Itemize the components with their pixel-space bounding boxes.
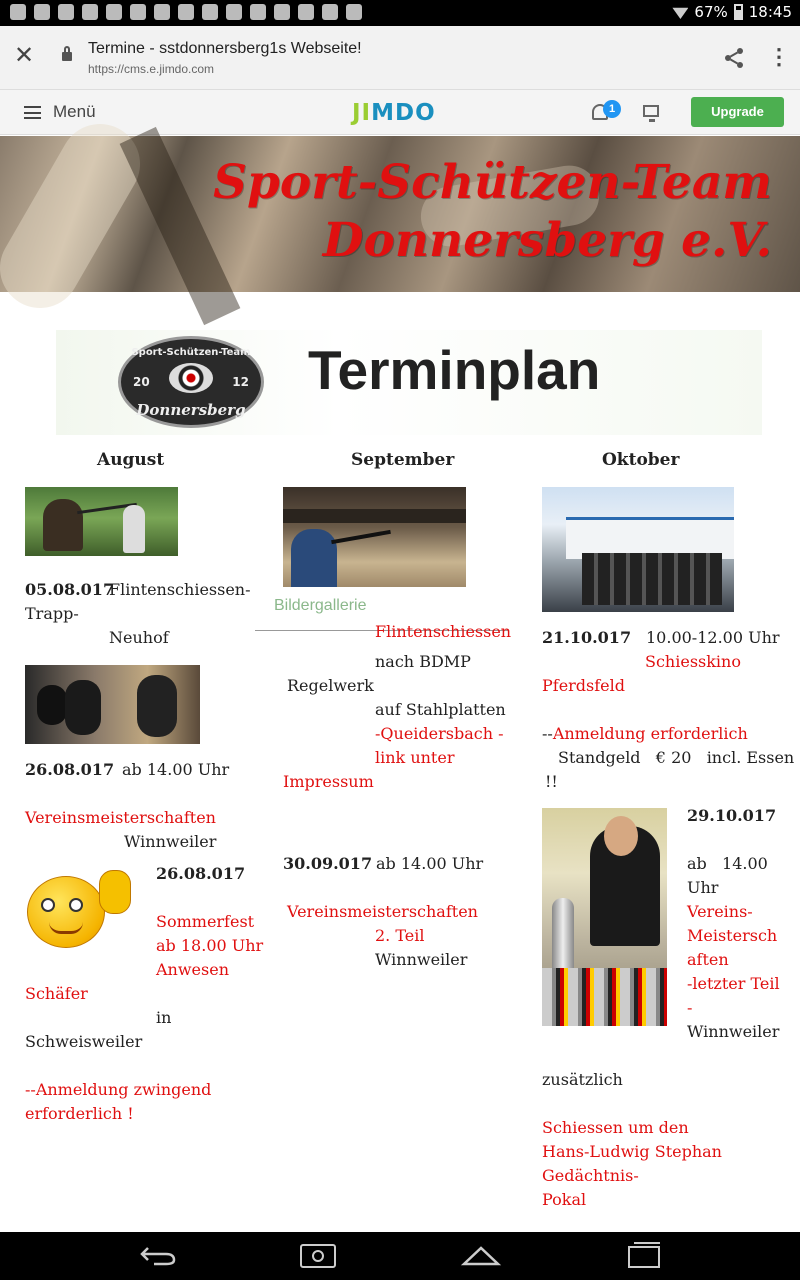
hamburger-menu-icon[interactable] bbox=[24, 106, 41, 119]
shooter-figure bbox=[291, 529, 337, 587]
sep-event1-title: Flintenschiessen bbox=[375, 622, 512, 641]
emblem-year-left: 20 bbox=[133, 375, 150, 389]
okt-event1-title: Schiesskino bbox=[645, 652, 741, 671]
person-figure bbox=[123, 505, 145, 553]
browser-toolbar bbox=[0, 26, 800, 90]
aug-event3-note1: --Anmeldung zwingend bbox=[25, 1080, 212, 1099]
smiley-eye bbox=[41, 898, 55, 912]
okt-event1-note-text: Anmeldung erforderlich bbox=[552, 724, 748, 743]
emblem-text-top: Sport-Schützen-Team bbox=[131, 347, 251, 358]
okt-event1-fee: Standgeld € 20 incl. Essen bbox=[558, 748, 795, 767]
person-figure bbox=[65, 680, 101, 735]
okt-event2-title3: aften bbox=[687, 950, 729, 969]
sep-event1-l5: link unter bbox=[375, 748, 455, 767]
aug-event2-time: ab 14.00 Uhr bbox=[122, 760, 230, 779]
bildergallerie-link[interactable]: Bildergallerie bbox=[274, 597, 367, 614]
battery-percent: 67% bbox=[694, 3, 728, 21]
close-icon[interactable]: ✕ bbox=[13, 42, 35, 69]
okt-event2-date: 29.10.017 bbox=[687, 806, 777, 825]
okt-extra-l2: Hans-Ludwig Stephan bbox=[542, 1142, 722, 1161]
upgrade-button[interactable]: Upgrade bbox=[691, 97, 784, 127]
share-icon[interactable] bbox=[722, 46, 746, 70]
sep-event2-part: 2. Teil bbox=[375, 926, 425, 945]
sep-event2-title: Vereinsmeisterschaften bbox=[287, 902, 478, 921]
aug-event3-date: 26.08.017 bbox=[156, 864, 246, 883]
messenger-icon bbox=[10, 4, 26, 20]
emblem-years bbox=[121, 375, 261, 389]
terminplan-header-image bbox=[56, 330, 762, 435]
sep-event2-time: ab 14.00 Uhr bbox=[376, 854, 484, 873]
sep-event2-date: 30.09.017 bbox=[283, 854, 373, 873]
site-title-line2: Donnersberg e.V. bbox=[322, 213, 772, 268]
aug-event3-place: Schweisweiler bbox=[25, 1032, 143, 1051]
sep-event1-l2: Regelwerk bbox=[287, 676, 374, 695]
trophy-icon bbox=[552, 898, 574, 978]
okt-event1-time: 10.00-12.00 Uhr bbox=[646, 628, 780, 647]
aug-event2-title: Vereinsmeisterschaften bbox=[25, 808, 216, 827]
okt-extra-l4: Pokal bbox=[542, 1190, 587, 1209]
person-figure bbox=[137, 675, 177, 737]
wrench-icon bbox=[106, 4, 122, 20]
okt-event1-place: Pferdsfeld bbox=[542, 676, 626, 695]
schedule-content bbox=[0, 440, 800, 1230]
okt-event1-date: 21.10.017 bbox=[542, 628, 632, 647]
header-banner bbox=[0, 136, 800, 292]
sep-event1-l6: Impressum bbox=[283, 772, 374, 791]
wifi-icon bbox=[202, 4, 218, 20]
range-ceiling bbox=[283, 509, 466, 523]
app-icon bbox=[82, 4, 98, 20]
sep-event1-l4: -Queidersbach - bbox=[375, 724, 504, 743]
person-head bbox=[604, 816, 638, 856]
aug-event3-venue: Anwesen bbox=[156, 960, 230, 979]
emblem-text-bottom: Donnersberg bbox=[136, 401, 246, 419]
sep-event1-l3: auf Stahlplatten bbox=[375, 700, 506, 719]
okt-event1-note-prefix: -- bbox=[542, 724, 553, 743]
september-range-photo[interactable] bbox=[283, 487, 466, 587]
notification-badge: 1 bbox=[603, 100, 621, 118]
trophy-table bbox=[542, 968, 667, 1026]
emblem-year-right: 12 bbox=[232, 375, 249, 389]
camera-icon bbox=[322, 4, 338, 20]
okt-event2-title1: Vereins- bbox=[687, 902, 753, 921]
okt-event2-title5: - bbox=[687, 998, 693, 1017]
august-heading: August bbox=[97, 450, 165, 470]
wifi-signal-icon bbox=[672, 5, 688, 19]
aug-event2-place: Winnweiler bbox=[124, 832, 217, 851]
recent-apps-icon[interactable] bbox=[628, 1246, 660, 1268]
okt-event2-title4: -letzter Teil bbox=[687, 974, 780, 993]
battery-icon bbox=[734, 4, 743, 20]
smiley-face-icon bbox=[27, 876, 105, 948]
okt-event2-time2: Uhr bbox=[687, 878, 719, 897]
smiley-eye bbox=[69, 898, 83, 912]
sep-event1-title-cut bbox=[375, 622, 512, 644]
site-title-line1: Sport-Schützen-Team bbox=[213, 155, 772, 210]
group-of-people bbox=[582, 553, 722, 605]
menu-button[interactable]: Menü bbox=[53, 102, 96, 121]
site-title bbox=[213, 154, 772, 270]
page-url[interactable]: https://cms.e.jimdo.com bbox=[88, 62, 215, 76]
sep-event1-l1: nach BDMP bbox=[375, 652, 471, 671]
preview-monitor-icon[interactable] bbox=[643, 105, 659, 117]
jimdo-logo: JIMDO bbox=[352, 100, 436, 126]
september-heading: September bbox=[351, 450, 455, 470]
aug-event3-time: ab 18.00 Uhr bbox=[156, 936, 264, 955]
okt-extra: zusätzlich bbox=[542, 1070, 623, 1089]
okt-event1-bang: !! bbox=[545, 772, 558, 791]
aug-event1-place: Neuhof bbox=[109, 628, 169, 647]
chess-icon bbox=[130, 4, 146, 20]
smiley-thumbs-up-image bbox=[25, 868, 137, 953]
aug-event1-title: Flintenschiessen- bbox=[109, 580, 251, 599]
lock-icon bbox=[62, 52, 72, 61]
aug-event1-date: 05.08.017 bbox=[25, 580, 115, 599]
home-icon[interactable] bbox=[462, 1244, 500, 1266]
oktober-heading: Oktober bbox=[602, 450, 680, 470]
screenshot-camera-icon[interactable] bbox=[300, 1244, 336, 1268]
oktober-schiesskino-photo[interactable] bbox=[542, 487, 734, 612]
status-bar bbox=[0, 0, 800, 26]
system-navigation-bar bbox=[0, 1232, 800, 1280]
okt-event1-note bbox=[542, 722, 748, 746]
aug-event3-venue2: Schäfer bbox=[25, 984, 88, 1003]
app-icon bbox=[34, 4, 50, 20]
aug-event3-title: Sommerfest bbox=[156, 912, 255, 931]
download-icon bbox=[154, 4, 170, 20]
clock: 18:45 bbox=[748, 3, 792, 21]
back-icon[interactable] bbox=[140, 1244, 176, 1266]
okt-event2-title2: Meistersch bbox=[687, 926, 778, 945]
august-trap-photo[interactable] bbox=[25, 487, 178, 556]
image-icon bbox=[250, 4, 266, 20]
font-icon bbox=[298, 4, 314, 20]
app-icon bbox=[274, 4, 290, 20]
thumbs-up-hand-icon bbox=[99, 870, 131, 914]
august-pistol-photo[interactable] bbox=[25, 665, 200, 744]
more-options-icon[interactable]: ⋮ bbox=[768, 44, 790, 69]
jimdo-editor-bar bbox=[0, 90, 800, 135]
okt-event2-place: Winnweiler bbox=[687, 1022, 780, 1041]
shooter-figure bbox=[43, 499, 83, 551]
page-title: Termine - sstdonnersberg1s Webseite! bbox=[88, 40, 362, 57]
sep-event2-place: Winnweiler bbox=[375, 950, 468, 969]
okt-extra-l3: Gedächtnis- bbox=[542, 1166, 639, 1185]
person-figure bbox=[37, 685, 67, 725]
rifle-figure bbox=[331, 530, 391, 544]
oktober-trophy-photo[interactable] bbox=[542, 808, 667, 1026]
aug-event2-date: 26.08.017 bbox=[25, 760, 115, 779]
terminplan-title: Terminplan bbox=[308, 339, 601, 401]
aug-event3-in: in bbox=[156, 1008, 172, 1027]
aug-event1-title2: Trapp- bbox=[25, 604, 79, 623]
twitter-icon bbox=[178, 4, 194, 20]
notification-icons bbox=[10, 4, 362, 20]
shield-icon bbox=[58, 4, 74, 20]
okt-event2-time1: ab 14.00 bbox=[687, 854, 768, 873]
club-emblem bbox=[118, 336, 264, 428]
chrome-icon bbox=[226, 4, 242, 20]
send-icon bbox=[346, 4, 362, 20]
okt-extra-l1: Schiessen um den bbox=[542, 1118, 689, 1137]
aug-event3-note2: erforderlich ! bbox=[25, 1104, 134, 1123]
